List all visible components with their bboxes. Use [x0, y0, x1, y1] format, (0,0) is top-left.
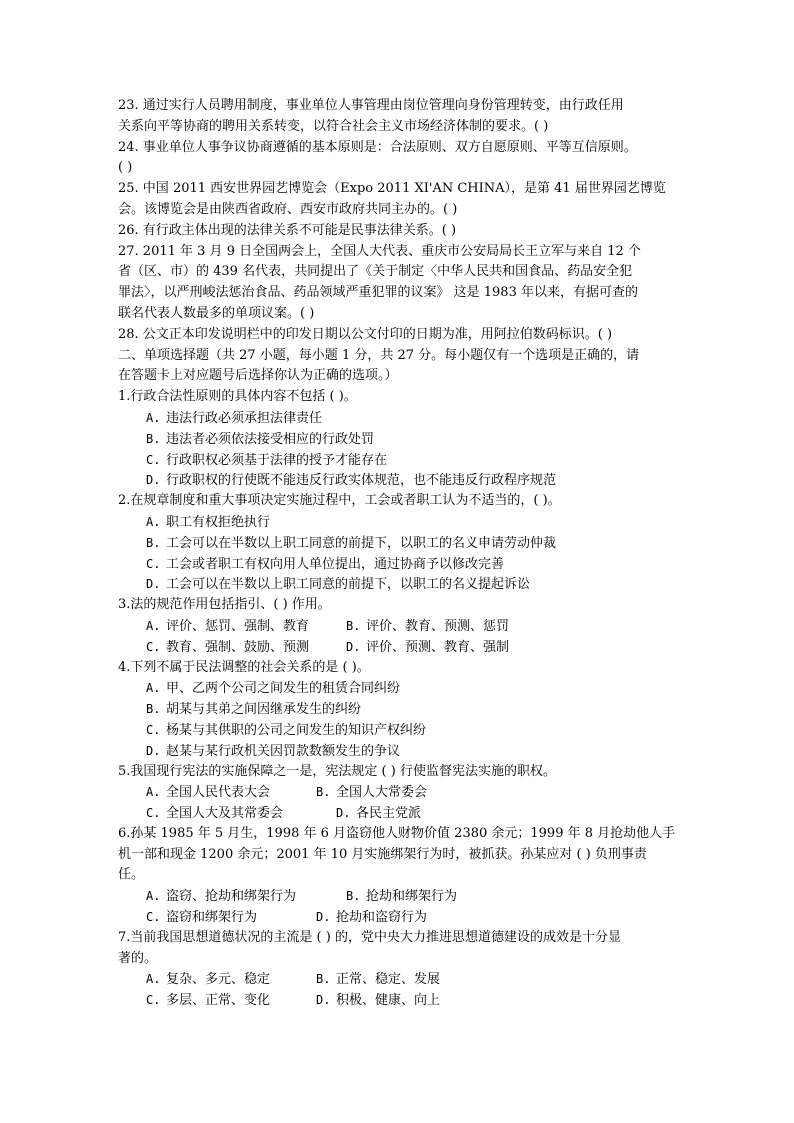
option-label: A.: [146, 972, 161, 987]
option-label: C.: [146, 722, 161, 737]
question-27-line-4: 联名代表人数最多的单项议案。( ): [118, 305, 315, 321]
mc-question-7-options-cd: [118, 990, 678, 1011]
mc-question-6-stem-line-1: 6.孙某 1985 年 5 月生，1998 年 6 月盗窃他人财物价值 2380 余元；1999 年 8 月抢劫他人手: [118, 825, 676, 841]
mc-question-7-option-d: [316, 990, 440, 1012]
option-label: D.: [316, 993, 331, 1008]
option-text: 全国人大常委会: [336, 785, 428, 801]
option-text: 甲、乙两个公司之间发生的租赁合同纠纷: [166, 681, 401, 697]
mc-question-6-stem-line-3: 任。: [118, 867, 145, 883]
question-27-line-3: 罪法〉，以严刑峻法惩治食品、药品领域严重犯罪的议案》 这是 1983 年以来，有据可查的: [118, 285, 638, 301]
mc-question-3-stem: 3.法的规范作用包括指引、( ) 作用。: [118, 597, 331, 613]
section-2-heading-line-2: 在答题卡上对应题号后选择你认为正确的选项。）: [118, 368, 398, 384]
option-text: 教育、强制、鼓励、预测: [166, 639, 310, 655]
option-label: B.: [316, 972, 331, 987]
mc-question-1-option-c: [118, 450, 678, 471]
mc-question-4-stem: 4.下列不属于民法调整的社会关系的是 ( )。: [118, 659, 370, 675]
mc-question-2-option-d: [118, 574, 678, 595]
section-2-heading-line-1: 二、单项选择题（共 27 小题，每小题 1 分，共 27 分。每小题仅有一个选项是正确的，请: [118, 347, 640, 363]
option-text: 全国人大及其常委会: [166, 806, 284, 822]
option-label: A.: [146, 514, 161, 529]
option-label: A.: [146, 889, 161, 904]
mc-question-3-options-ab: [118, 616, 678, 637]
option-text: 工会可以在半数以上职工同意的前提下，以职工的名义提起诉讼: [166, 577, 531, 593]
mc-question-3-option-d: [346, 637, 509, 659]
mc-question-6-option-b: [346, 886, 457, 908]
option-text: 抢劫和盗窃行为: [336, 910, 428, 926]
mc-question-4-option-b: [118, 699, 678, 720]
option-text: 工会可以在半数以上职工同意的前提下，以职工的名义申请劳动仲裁: [166, 535, 557, 551]
option-text: 违法行政必须承担法律责任: [166, 410, 323, 426]
question-27-line-1: 27. 2011 年 3 月 9 日全国两会上，全国人大代表、重庆市公安局局长王立军与来自 12 个: [118, 243, 641, 259]
option-text: 评价、教育、预测、惩罚: [366, 618, 510, 634]
question-25-line-1: 25. 中国 2011 西安世界园艺博览会（Expo 2011 XI'AN CHINA），是第 41 届世界园艺博览: [118, 181, 666, 197]
mc-question-4-option-d: [118, 741, 678, 762]
mc-question-5-option-c: [146, 803, 336, 825]
question-24-line-1: 24. 事业单位人事争议协商遵循的基本原则是：合法原则、双方自愿原则、平等互信原则。: [118, 139, 637, 155]
option-label: C.: [146, 556, 161, 571]
option-text: 正常、稳定、发展: [336, 972, 441, 988]
option-label: B.: [146, 535, 161, 550]
mc-question-1-option-b: [118, 429, 678, 450]
option-text: 违法者必须依法接受相应的行政处罚: [166, 431, 375, 447]
option-text: 积极、健康、向上: [336, 993, 441, 1009]
mc-question-2-option-b: [118, 533, 678, 554]
option-text: 盗窃、抢劫和绑架行为: [166, 889, 297, 905]
option-label: B.: [146, 431, 161, 446]
mc-question-6-option-d: [316, 907, 427, 929]
option-label: B.: [316, 785, 331, 800]
mc-question-6-stem-line-2: 机一部和现金 1200 余元；2001 年 10 月实施绑架行为时，被抓获。孙某应对 ( ) 负刑事责: [118, 846, 647, 862]
option-label: B.: [146, 702, 161, 717]
document-page: [118, 96, 678, 1011]
mc-question-1-option-d: [118, 470, 678, 491]
mc-question-7-option-c: [146, 990, 316, 1012]
mc-question-1-stem: 1.行政合法性原则的具体内容不包括 ( )。: [118, 389, 357, 405]
option-label: C.: [146, 452, 161, 467]
option-text: 评价、惩罚、强制、教育: [166, 618, 310, 634]
mc-question-5-option-b: [316, 782, 427, 804]
mc-question-5-option-a: [146, 782, 316, 804]
mc-question-7-options-ab: [118, 969, 678, 990]
option-label: D.: [346, 639, 361, 654]
question-23-line-1: 23. 通过实行人员聘用制度，事业单位人事管理由岗位管理向身份管理转变，由行政任用: [118, 98, 624, 113]
mc-question-6-options-cd: [118, 907, 678, 928]
mc-question-4-option-c: [118, 720, 678, 741]
mc-question-3-options-cd: [118, 637, 678, 658]
question-25-line-2: 会。该博览会是由陕西省政府、西安市政府共同主办的。( ): [118, 201, 458, 217]
mc-question-6-option-a: [146, 886, 346, 908]
option-label: D.: [336, 806, 351, 821]
option-label: C.: [146, 993, 161, 1008]
option-text: 抢劫和绑架行为: [366, 889, 458, 905]
mc-question-5-options-cd: [118, 803, 678, 824]
question-28: 28. 公文正本印发说明栏中的印发日期以公文付印的日期为准，用阿拉伯数码标识。( ): [118, 326, 613, 342]
option-text: 复杂、多元、稳定: [166, 972, 271, 988]
mc-question-1-option-a: [118, 408, 678, 429]
option-label: D.: [146, 743, 161, 758]
option-text: 职工有权拒绝执行: [166, 514, 271, 530]
option-label: A.: [146, 785, 161, 800]
mc-question-7-stem-line-1: 7.当前我国思想道德状况的主流是 ( ) 的，党中央大力推进思想道德建设的成效是十分显: [118, 929, 621, 945]
mc-question-4-option-a: [118, 678, 678, 699]
option-label: A.: [146, 618, 161, 633]
mc-question-2-option-c: [118, 554, 678, 575]
mc-question-5-option-d: [336, 803, 421, 825]
question-24-line-2: ( ): [118, 160, 133, 176]
mc-question-7-option-a: [146, 969, 316, 991]
mc-question-3-option-a: [146, 616, 346, 638]
mc-question-7-stem-line-2: 著的。: [118, 950, 158, 966]
option-text: 盗窃和绑架行为: [166, 910, 258, 926]
option-label: D.: [316, 910, 331, 925]
mc-question-6-option-c: [146, 907, 316, 929]
option-label: D.: [146, 473, 161, 488]
option-label: D.: [146, 577, 161, 592]
option-text: 行政职权必须基于法律的授予才能存在: [166, 452, 388, 468]
option-label: A.: [146, 410, 161, 425]
option-label: C.: [146, 639, 161, 654]
option-label: B.: [346, 889, 361, 904]
option-text: 全国人民代表大会: [166, 785, 271, 801]
question-23-line-2: 关系向平等协商的聘用关系转变，以符合社会主义市场经济体制的要求。( ): [118, 118, 549, 134]
mc-question-2-option-a: [118, 512, 678, 533]
mc-question-5-stem: 5.我国现行宪法的实施保障之一是，宪法规定 ( ) 行使监督宪法实施的职权。: [118, 763, 556, 779]
mc-question-2-stem: 2.在规章制度和重大事项决定实施过程中，工会或者职工认为不适当的，( )。: [118, 493, 561, 509]
option-text: 行政职权的行使既不能违反行政实体规范，也不能违反行政程序规范: [166, 473, 557, 489]
option-text: 评价、预测、教育、强制: [366, 639, 510, 655]
mc-question-3-option-b: [346, 616, 509, 638]
option-text: 胡某与其弟之间因继承发生的纠纷: [166, 702, 362, 718]
option-label: C.: [146, 806, 161, 821]
option-label: C.: [146, 910, 161, 925]
mc-question-3-option-c: [146, 637, 346, 659]
mc-question-5-options-ab: [118, 782, 678, 803]
mc-question-6-options-ab: [118, 886, 678, 907]
mc-question-7-option-b: [316, 969, 440, 991]
option-text: 赵某与某行政机关因罚款数额发生的争议: [166, 743, 401, 759]
option-text: 工会或者职工有权向用人单位提出，通过协商予以修改完善: [166, 556, 505, 572]
option-text: 各民主党派: [356, 806, 422, 822]
option-label: A.: [146, 681, 161, 696]
question-26: 26. 有行政主体出现的法律关系不可能是民事法律关系。( ): [118, 222, 457, 238]
option-text: 多层、正常、变化: [166, 993, 271, 1009]
option-label: B.: [346, 618, 361, 633]
option-text: 杨某与其供职的公司之间发生的知识产权纠纷: [166, 722, 427, 738]
question-27-line-2: 省（区、市）的 439 名代表，共同提出了《关于制定〈中华人民共和国食品、药品安全犯: [118, 264, 633, 280]
